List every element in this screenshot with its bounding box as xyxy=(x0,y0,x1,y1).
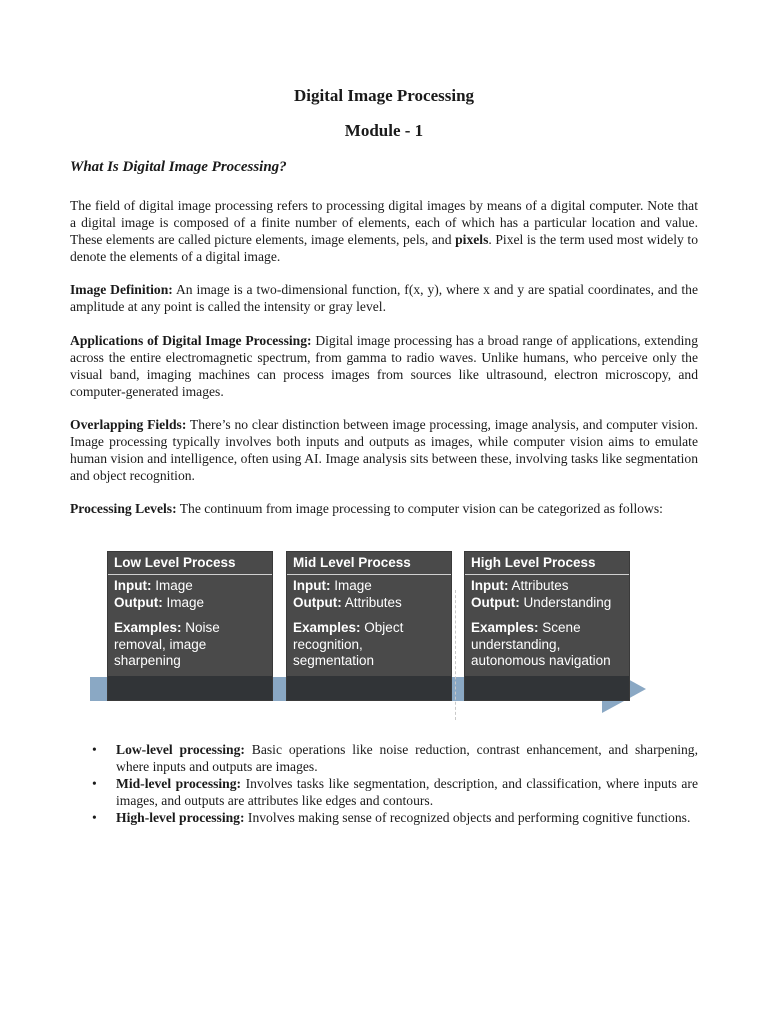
applications-label: Applications of Digital Image Processing: xyxy=(70,333,312,348)
box-body xyxy=(465,575,629,670)
intro-bold-pixels: pixels xyxy=(455,232,489,247)
high-level-box xyxy=(465,552,629,700)
applications-paragraph xyxy=(70,332,698,400)
applications-text: Digital image processing has a broad range of applications, extending across the entire electromagnetic spectrum, from gamma to radio waves. Unlike humans, who perceive only the visual band, imaging machines can process images from sources like ultrasound, electron microscopy, and computer-generated images. xyxy=(70,333,698,399)
box-title: Low Level Process xyxy=(108,552,272,575)
bullet-label: Mid-level processing: xyxy=(116,776,242,791)
box-output xyxy=(293,595,445,612)
box-title: High Level Process xyxy=(465,552,629,575)
bullet-label: High-level processing: xyxy=(116,810,245,825)
input-value: Attributes xyxy=(508,578,569,593)
input-label: Input: xyxy=(293,578,331,593)
output-value: Understanding xyxy=(519,594,612,610)
examples-value: Noise removal, image sharpening xyxy=(114,620,220,668)
examples-label: Examples: xyxy=(471,620,539,635)
box-output xyxy=(114,595,266,612)
box-input xyxy=(114,578,266,595)
mid-level-box xyxy=(287,552,451,700)
bullet-text: Basic operations like noise reduction, contrast enhancement, and sharpening, where inputs and outputs are images. xyxy=(116,742,699,774)
output-label: Output: xyxy=(293,594,342,610)
bullet-dot: • xyxy=(92,742,97,757)
levels-label: Processing Levels: xyxy=(70,501,177,516)
bullet-label: Low-level processing: xyxy=(116,742,245,757)
list-item xyxy=(92,809,698,826)
document-title: Digital Image Processing xyxy=(293,86,475,105)
definition-text: An image is a two-dimensional function, f(x, y), where x and y are spatial coordinates, and the amplitude at any point is called the intensity or gray level. xyxy=(70,282,698,314)
dashed-divider xyxy=(455,590,457,720)
box-arrow-band xyxy=(287,676,451,700)
intro-text-b: . Pixel is the term used most widely to denote the elements of a digital image. xyxy=(70,232,699,264)
box-title: Mid Level Process xyxy=(287,552,451,575)
processing-levels-list xyxy=(92,741,698,826)
module-title: Module - 1 xyxy=(344,121,424,140)
examples-value: Scene understanding, autonomous navigation xyxy=(471,620,611,668)
bullet-text: Involves tasks like segmentation, description, and classification, where inputs are images, and outputs are attributes like edges and contours. xyxy=(116,776,698,808)
bullet-dot: • xyxy=(92,810,97,825)
input-value: Image xyxy=(330,578,372,593)
output-label: Output: xyxy=(114,594,163,610)
box-input xyxy=(293,578,445,595)
box-examples xyxy=(114,620,266,670)
overlapping-paragraph xyxy=(70,416,698,484)
overlapping-text: There’s no clear distinction between image processing, image analysis, and computer vision. Image processing typically involves both inputs and outputs as images, while computer vision aims to emulate human vision and intelligence, often using AI. Image analysis sits between these, involving tasks like segmentation and object recognition. xyxy=(70,417,698,483)
output-value: Attributes xyxy=(341,594,402,610)
processing-levels-diagram xyxy=(90,550,650,720)
levels-paragraph xyxy=(70,500,698,517)
intro-text-a: The field of digital image processing refers to processing digital images by means of a digital computer. Note that a digital image is composed of a finite number of elements, each of which has a particular location and value. These elements are called picture elements, image elements, pels, and xyxy=(70,198,698,247)
section-heading: What Is Digital Image Processing? xyxy=(70,159,287,175)
bullet-text: Involves making sense of recognized objects and performing cognitive functions. xyxy=(244,810,691,825)
box-body xyxy=(287,575,451,670)
box-arrow-band xyxy=(465,676,629,700)
examples-label: Examples: xyxy=(293,620,361,635)
examples-value: Object recognition, segmentation xyxy=(293,620,404,668)
input-label: Input: xyxy=(114,578,152,593)
output-label: Output: xyxy=(471,594,520,610)
low-level-box xyxy=(108,552,272,700)
output-value: Image xyxy=(162,594,205,610)
box-input xyxy=(471,578,623,595)
list-item xyxy=(92,775,698,809)
definition-paragraph xyxy=(70,281,698,315)
box-examples xyxy=(471,620,623,670)
input-value: Image xyxy=(151,578,193,593)
box-body xyxy=(108,575,272,670)
input-label: Input: xyxy=(471,578,509,593)
box-output xyxy=(471,595,623,612)
box-examples xyxy=(293,620,445,670)
levels-text: The continuum from image processing to computer vision can be categorized as follows: xyxy=(176,501,663,516)
intro-paragraph xyxy=(70,197,698,265)
overlapping-label: Overlapping Fields: xyxy=(70,417,187,432)
bullet-dot: • xyxy=(92,776,97,791)
list-item xyxy=(92,741,698,775)
box-arrow-band xyxy=(108,676,272,700)
definition-label: Image Definition: xyxy=(70,282,173,297)
examples-label: Examples: xyxy=(114,620,182,635)
